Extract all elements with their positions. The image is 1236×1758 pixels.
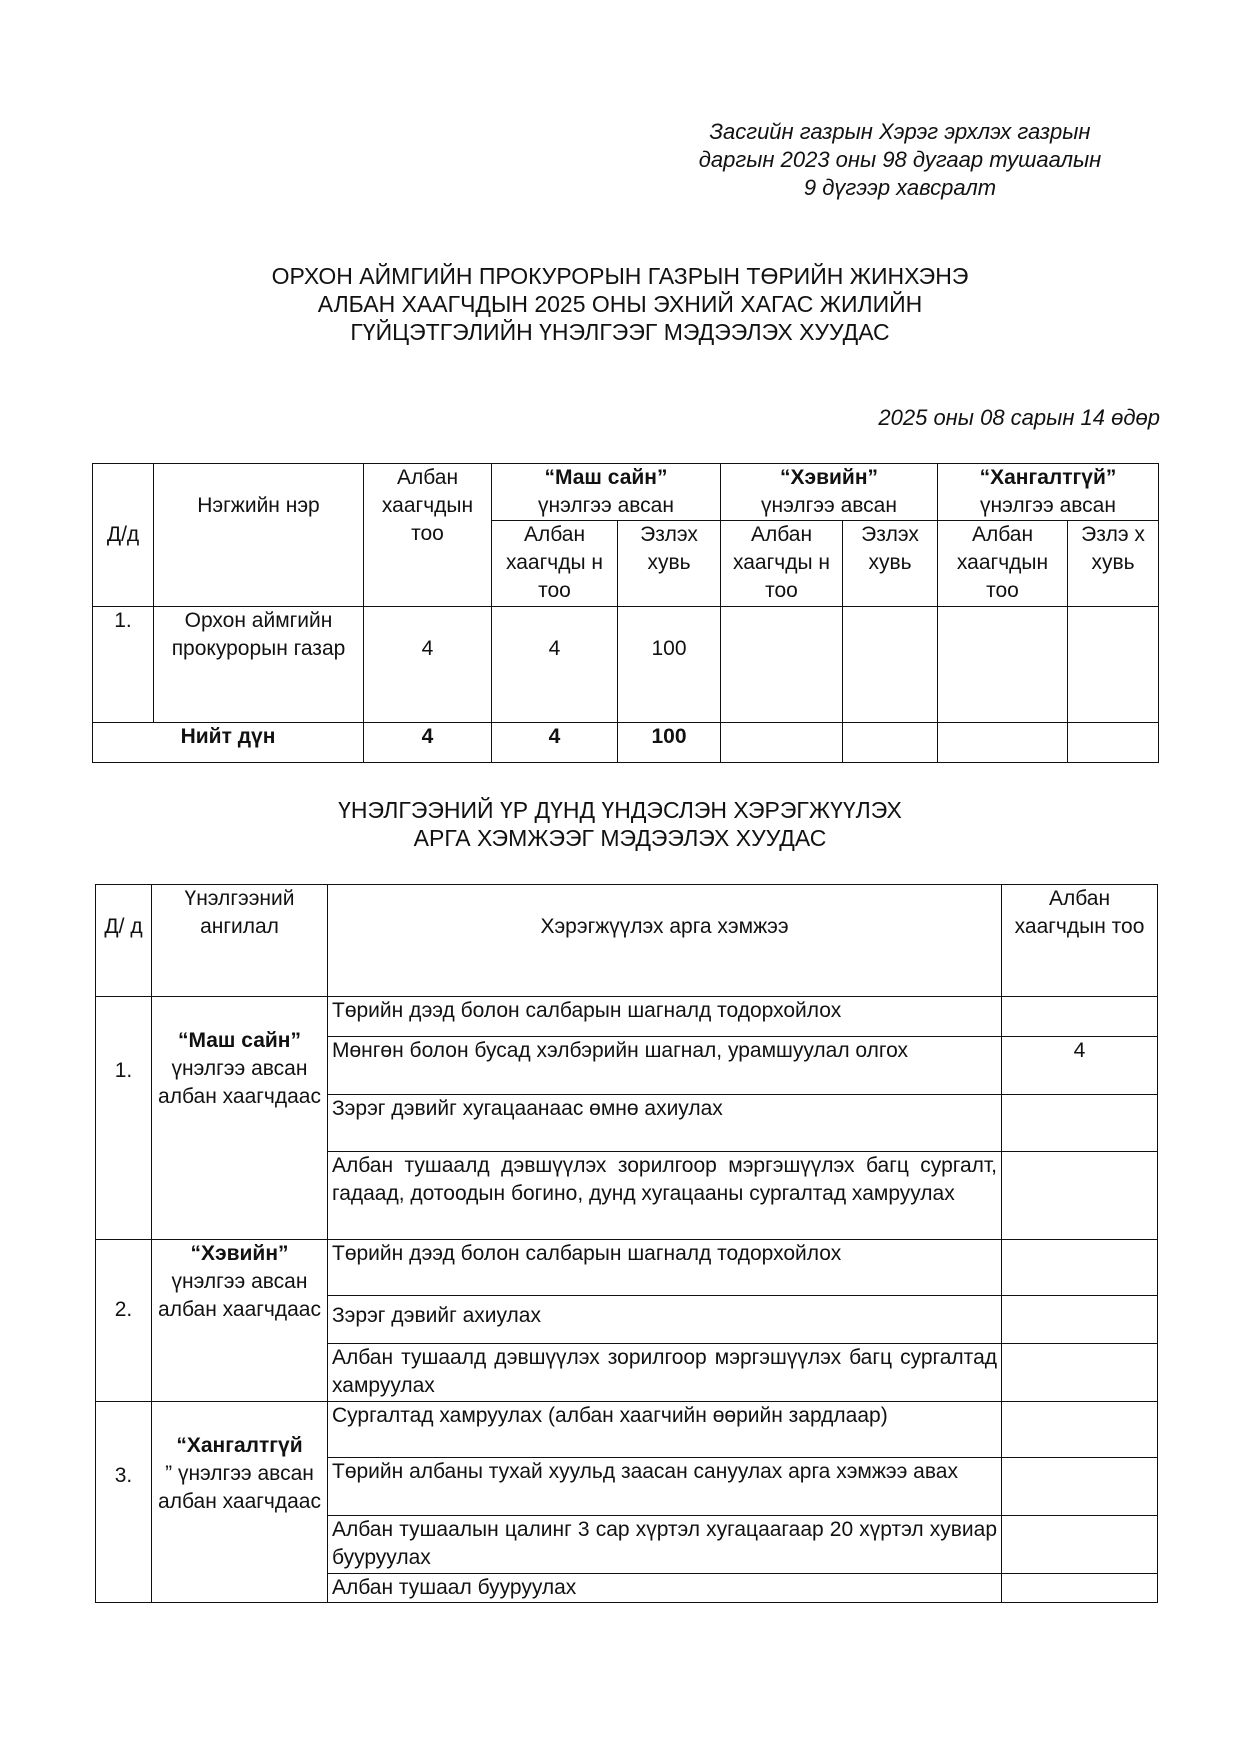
appendix-note-line2: даргын 2023 оны 98 дугаар тушаалын xyxy=(698,147,1102,172)
row-unsat-share xyxy=(1068,607,1159,723)
category-label: “Хангалтгүй xyxy=(176,1434,303,1457)
section-title-line1: ҮНЭЛГЭЭНИЙ ҮР ДҮНД ҮНДЭСЛЭН ХЭРЭГЖҮҮЛЭХ xyxy=(338,797,902,823)
measure-count xyxy=(1002,1095,1158,1152)
section-title-line2: АРГА ХЭМЖЭЭГ МЭДЭЭЛЭХ ХУУДАС xyxy=(413,825,827,851)
col-header-count: Албан хаагчдын тоо xyxy=(1002,885,1158,997)
measure-count xyxy=(1002,1574,1158,1603)
measure-count xyxy=(1002,1402,1158,1458)
row-vg-share: 100 xyxy=(618,607,721,723)
total-row xyxy=(93,723,1159,763)
title-line2: АЛБАН ХААГЧДЫН 2025 ОНЫ ЭХНИЙ ХАГАС ЖИЛИЙН xyxy=(317,291,923,317)
col-header-unsatisfactory xyxy=(938,464,1159,521)
measure-count xyxy=(1002,1344,1158,1402)
evaluation-summary-table xyxy=(92,463,1159,763)
col-header-num: Д/ д xyxy=(96,885,152,997)
table-row xyxy=(96,997,1158,1037)
category-description: ” үнэлгээ авсан албан хаагчдаас xyxy=(158,1462,321,1513)
title-line1: ОРХОН АЙМГИЙН ПРОКУРОРЫН ГАЗРЫН ТӨРИЙН ЖИНХЭНЭ xyxy=(271,263,969,289)
measure-text: Албан тушаалд дэвшүүлэх зорилгоор мэргэшүүлэх багц сургалт, гадаад, дотоодын богино, дунд хугацааны сургалтад хамруулах xyxy=(328,1152,1002,1240)
normal-label: “Хэвийн” xyxy=(779,466,879,489)
category-label: “Хэвийн” xyxy=(190,1242,289,1265)
very-good-received: үнэлгээ авсан xyxy=(538,494,674,517)
col-header-normal xyxy=(721,464,938,521)
report-date: 2025 оны 08 сарын 14 өдөр xyxy=(878,405,1160,430)
row-vg-count: 4 xyxy=(492,607,618,723)
normal-received: үнэлгээ авсан xyxy=(761,494,897,517)
appendix-note xyxy=(640,118,1160,202)
category-description: үнэлгээ авсан албан хаагчдаас xyxy=(158,1270,321,1321)
subheader-count-very-good: Албан хаагчды н тоо xyxy=(492,521,618,607)
measure-text: Албан тушаалд дэвшүүлэх зорилгоор мэргэшүүлэх багц сургалтад хамруулах xyxy=(328,1344,1002,1402)
title-line3: ГҮЙЦЭТГЭЛИЙН ҮНЭЛГЭЭГ МЭДЭЭЛЭХ ХУУДАС xyxy=(350,319,890,345)
total-vg-share: 100 xyxy=(618,723,721,763)
group-num: 2. xyxy=(96,1240,152,1402)
measure-text: Сургалтад хамруулах (албан хаагчийн өөрийн зардлаар) xyxy=(328,1402,1002,1458)
subheader-share-normal: Эзлэх хувь xyxy=(843,521,938,607)
measure-count xyxy=(1002,1296,1158,1344)
group-category xyxy=(152,1402,328,1603)
group-num: 1. xyxy=(96,997,152,1240)
row-normal-share xyxy=(843,607,938,723)
row-count: 4 xyxy=(364,607,492,723)
table-row xyxy=(93,607,1159,723)
subheader-share-very-good: Эзлэх хувь xyxy=(618,521,721,607)
col-header-measure: Хэрэгжүүлэх арга хэмжээ xyxy=(328,885,1002,997)
total-normal-count xyxy=(721,723,843,763)
measure-text: Төрийн дээд болон салбарын шагналд тодорхойлох xyxy=(328,997,1002,1037)
total-unsat-count xyxy=(938,723,1068,763)
col-header-num: Д/д xyxy=(93,464,154,607)
category-description: үнэлгээ авсан албан хаагчдаас xyxy=(158,1057,321,1108)
measure-text: Төрийн дээд болон салбарын шагналд тодорхойлох xyxy=(328,1240,1002,1296)
measure-count: 4 xyxy=(1002,1037,1158,1095)
measure-text: Албан тушаалын цалинг 3 сар хүртэл хугацаагаар 20 хүртэл хувиар бууруулах xyxy=(328,1516,1002,1574)
appendix-note-line1: Засгийн газрын Хэрэг эрхлэх газрын xyxy=(709,119,1091,144)
row-unit: Орхон аймгийн прокурорын газар xyxy=(154,607,364,723)
measures-table xyxy=(95,884,1158,1603)
total-label: Нийт дүн xyxy=(93,723,364,763)
total-normal-share xyxy=(843,723,938,763)
total-vg-count: 4 xyxy=(492,723,618,763)
unsatisfactory-label: “Хангалтгүй” xyxy=(979,466,1117,489)
subheader-count-normal: Албан хаагчды н тоо xyxy=(721,521,843,607)
group-num: 3. xyxy=(96,1402,152,1603)
measure-count xyxy=(1002,1152,1158,1240)
total-unsat-share xyxy=(1068,723,1159,763)
very-good-label: “Маш сайн” xyxy=(544,466,668,489)
col-header-employee-count: Албан хаагчдын тоо xyxy=(364,464,492,607)
measure-count xyxy=(1002,1240,1158,1296)
total-count: 4 xyxy=(364,723,492,763)
measure-text: Зэрэг дэвийг хугацаанаас өмнө ахиулах xyxy=(328,1095,1002,1152)
group-category xyxy=(152,997,328,1240)
measure-text: Төрийн албаны тухай хуульд заасан сануулах арга хэмжээ авах xyxy=(328,1458,1002,1516)
unsatisfactory-received: үнэлгээ авсан xyxy=(980,494,1116,517)
page-title xyxy=(150,262,1090,346)
col-header-very-good xyxy=(492,464,721,521)
measure-text: Мөнгөн болон бусад хэлбэрийн шагнал, урамшуулал олгох xyxy=(328,1037,1002,1095)
measure-text: Албан тушаал бууруулах xyxy=(328,1574,1002,1603)
group-category xyxy=(152,1240,328,1402)
subheader-count-unsatisfactory: Албан хаагчдын тоо xyxy=(938,521,1068,607)
row-num: 1. xyxy=(93,607,154,723)
measure-count xyxy=(1002,1516,1158,1574)
col-header-unit-name: Нэгжийн нэр xyxy=(154,464,364,607)
row-normal-count xyxy=(721,607,843,723)
subheader-share-unsatisfactory: Эзлэ х хувь xyxy=(1068,521,1159,607)
table-row xyxy=(96,1402,1158,1458)
measure-text: Зэрэг дэвийг ахиулах xyxy=(328,1296,1002,1344)
category-label: “Маш сайн” xyxy=(178,1029,301,1052)
table-row xyxy=(96,1240,1158,1296)
section-title xyxy=(150,796,1090,852)
measure-count xyxy=(1002,1458,1158,1516)
col-header-category: Үнэлгээний ангилал xyxy=(152,885,328,997)
measure-count xyxy=(1002,997,1158,1037)
appendix-note-line3: 9 дүгээр хавсралт xyxy=(803,175,997,200)
row-unsat-count xyxy=(938,607,1068,723)
